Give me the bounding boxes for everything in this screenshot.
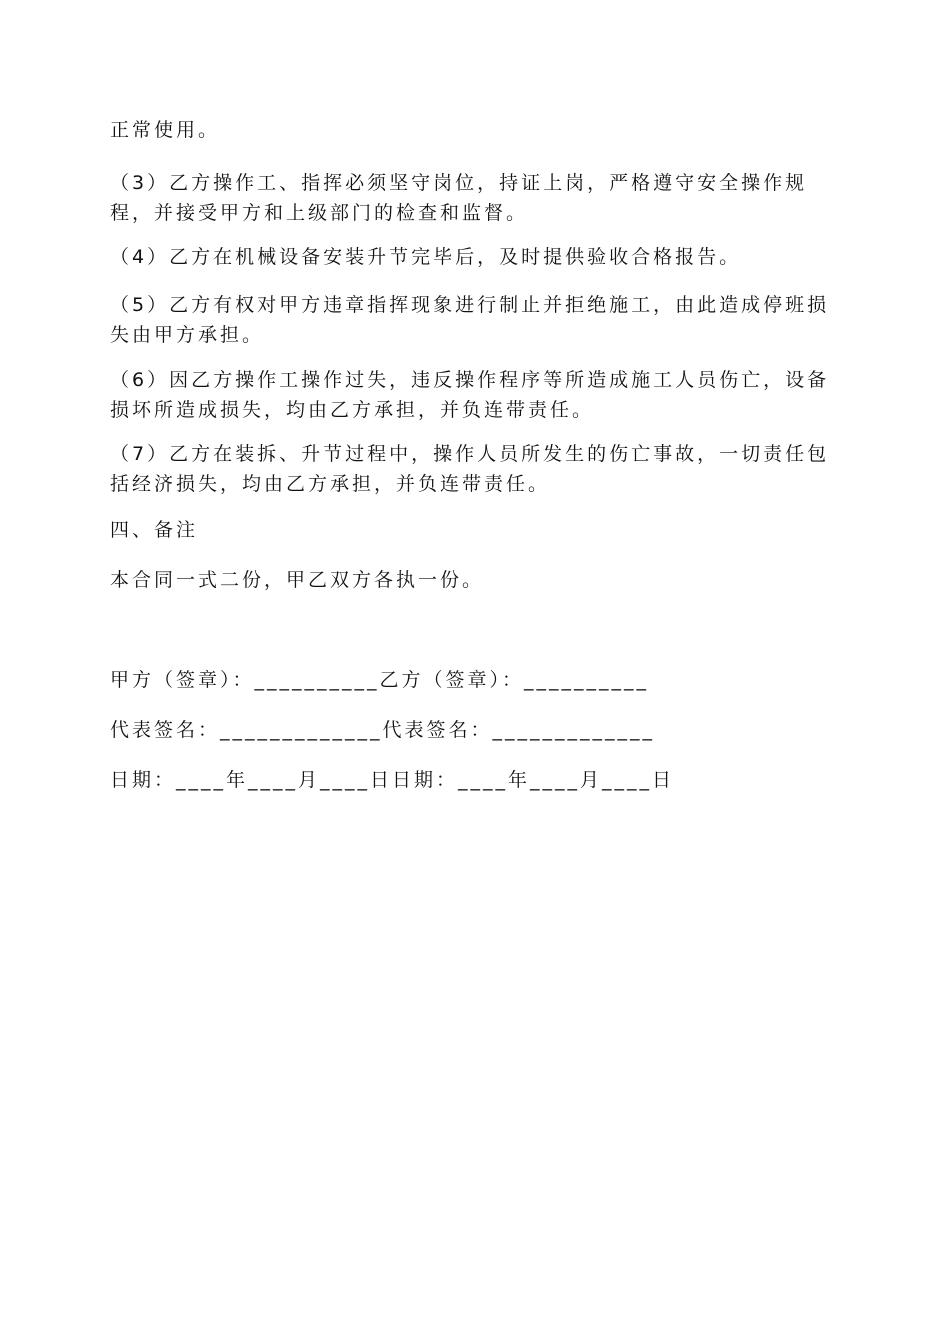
section-heading-remarks: 四、备注 bbox=[110, 519, 199, 541]
clause-7: （7）乙方在装拆、升节过程中，操作人员所发生的伤亡事故，一切责任包括经济损失，均由乙方承担，并负连带责任。 bbox=[110, 443, 830, 495]
clause-4: （4）乙方在机械设备安装升节完毕后，及时提供验收合格报告。 bbox=[110, 246, 742, 268]
clause-5: （5）乙方有权对甲方违章指挥现象进行制止并拒绝施工，由此造成停班损失由甲方承担。 bbox=[110, 294, 830, 346]
remarks-text: 本合同一式二份，甲乙双方各执一份。 bbox=[110, 569, 485, 591]
signature-seal-line: 甲方（签章）：__________乙方（签章）：__________ bbox=[110, 669, 650, 691]
signature-representative-line: 代表签名：_____________代表签名：_____________ bbox=[110, 719, 656, 741]
clause-3: （3）乙方操作工、指挥必须坚守岗位，持证上岗，严格遵守安全操作规程，并接受甲方和上级部门的检查和监督。 bbox=[110, 172, 808, 224]
signature-date-line: 日期：____年____月____日日期：____年____月____日 bbox=[110, 769, 675, 791]
paragraph-continuation: 正常使用。 bbox=[110, 119, 221, 141]
clause-6: （6）因乙方操作工操作过失，违反操作程序等所造成施工人员伤亡，设备损坏所造成损失，均由乙方承担，并负连带责任。 bbox=[110, 369, 830, 421]
